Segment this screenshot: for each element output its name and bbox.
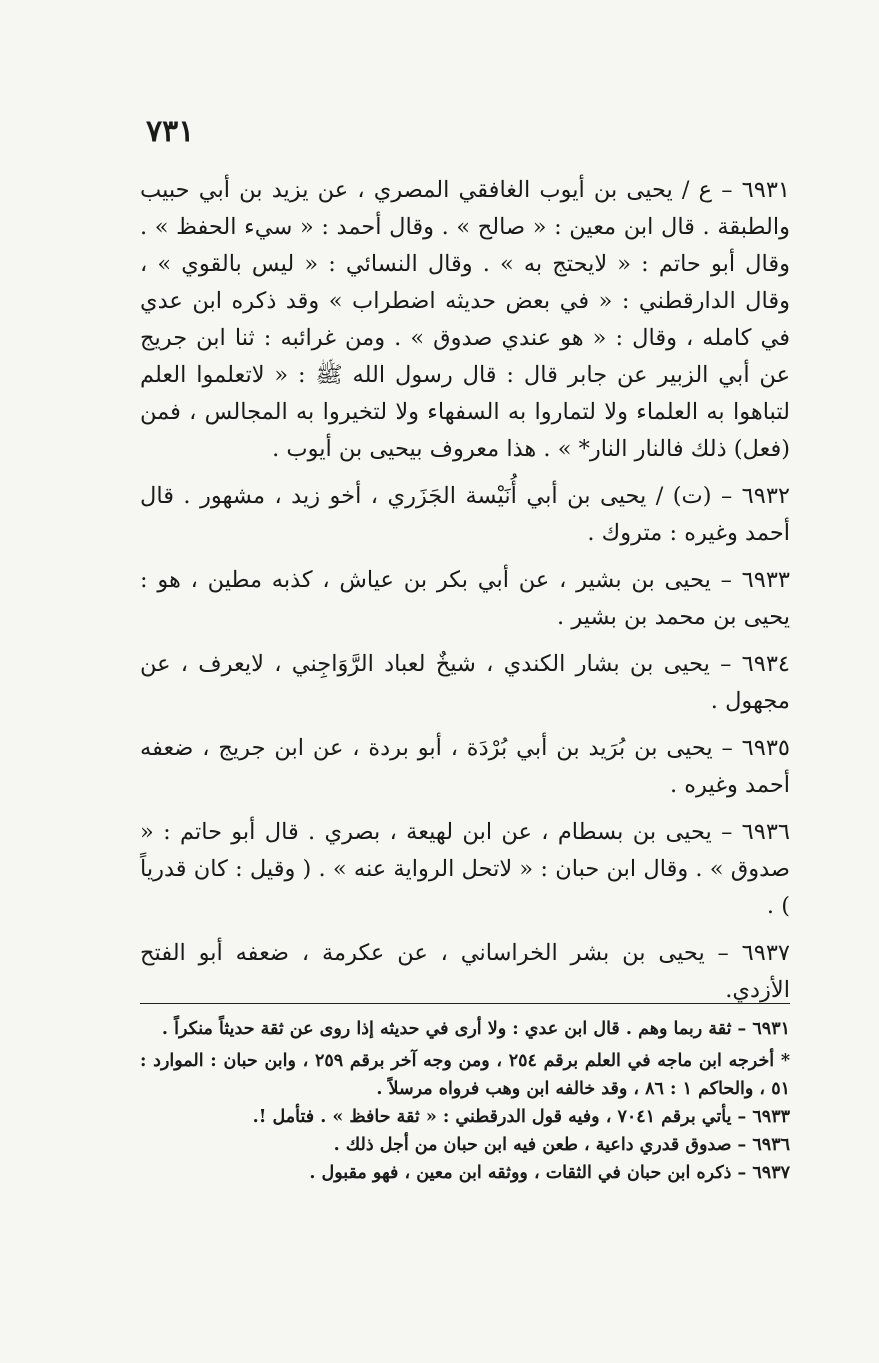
entry-6933: ٦٩٣٣ – يحيى بن بشير ، عن أبي بكر بن عياش ، كذبه مطين ، هو : يحيى بن محمد بن بشير . (140, 567, 790, 630)
footnote-6936: ٦٩٣٦ – صدوق قدري داعية ، طعن فيه ابن حبان من أجل ذلك . (333, 1135, 790, 1155)
footnote-divider (140, 1003, 790, 1004)
footnote-6937: ٦٩٣٧ – ذكره ابن حبان في الثقات ، ووثقه ابن معين ، فهو مقبول . (309, 1163, 790, 1183)
page-number: ٧٣١ (146, 114, 195, 149)
entry-6935: ٦٩٣٥ – يحيى بن بُرَيد بن أبي بُرْدَة ، أبو بردة ، عن ابن جريج ، ضعفه أحمد وغيره . (140, 735, 790, 798)
main-text (140, 172, 790, 1019)
entry-6932: ٦٩٣٢ – (ت) / يحيى بن أبي أُنَيْسة الجَزَري ، أخو زيد ، مشهور . قال أحمد وغيره : متروك . (140, 483, 790, 546)
entry-6937: ٦٩٣٧ – يحيى بن بشر الخراساني ، عن عكرمة ، ضعفه أبو الفتح الأزدي. (140, 940, 790, 1003)
entry-6936: ٦٩٣٦ – يحيى بن بسطام ، عن ابن لهيعة ، بصري . قال أبو حاتم : « صدوق » . وقال ابن حبان : « لاتحل الرواية عنه » . ( وقيل : كان قدرياً ) . (140, 819, 790, 919)
footnote-6933: ٦٩٣٣ – يأتي برقم ٧٠٤١ ، وفيه قول الدرقطني : « ثقة حافظ » . فتأمل !. (252, 1107, 790, 1127)
footnote-hadith-source: * أخرجه ابن ماجه في العلم برقم ٢٥٤ ، ومن وجه آخر برقم ٢٥٩ ، وابن حبان : الموارد : ٥١ ، والحاكم ١ : ٨٦ ، وقد خالفه ابن وهب فرواه مرسلاً . (140, 1051, 790, 1099)
footnotes (140, 1015, 790, 1187)
entry-6934: ٦٩٣٤ – يحيى بن بشار الكندي ، شيخٌ لعباد الرَّوَاجِني ، لايعرف ، عن مجهول . (140, 651, 790, 714)
entry-6931: ٦٩٣١ – ع / يحيى بن أيوب الغافقي المصري ، عن يزيد بن أبي حبيب والطبقة . قال ابن معين : « صالح » . وقال أحمد : « سيء الحفظ » . وقال أبو حاتم : « لايحتج به » . وقال النسائي : « ليس بالقوي » ، وقال الدارقطني : « في بعض حديثه اضطراب » وقد ذكره ابن عدي في كامله ، وقال : « هو عندي صدوق » . ومن غرائبه : ثنا ابن جريج عن أبي الزبير عن جابر قال : قال رسول الله ﷺ : « لاتعلموا العلم لتباهوا به العلماء ولا لتماروا به السفهاء ولا لتخيروا به المجالس ، فمن (فعل) ذلك فالنار النار* » . هذا معروف بيحيى بن أيوب . (140, 177, 790, 462)
book-page (140, 110, 790, 1290)
footnote-6931: ٦٩٣١ – ثقة ربما وهم . قال ابن عدي : ولا أرى في حديثه إذا روى عن ثقة حديثاً منكراً . (161, 1019, 790, 1039)
